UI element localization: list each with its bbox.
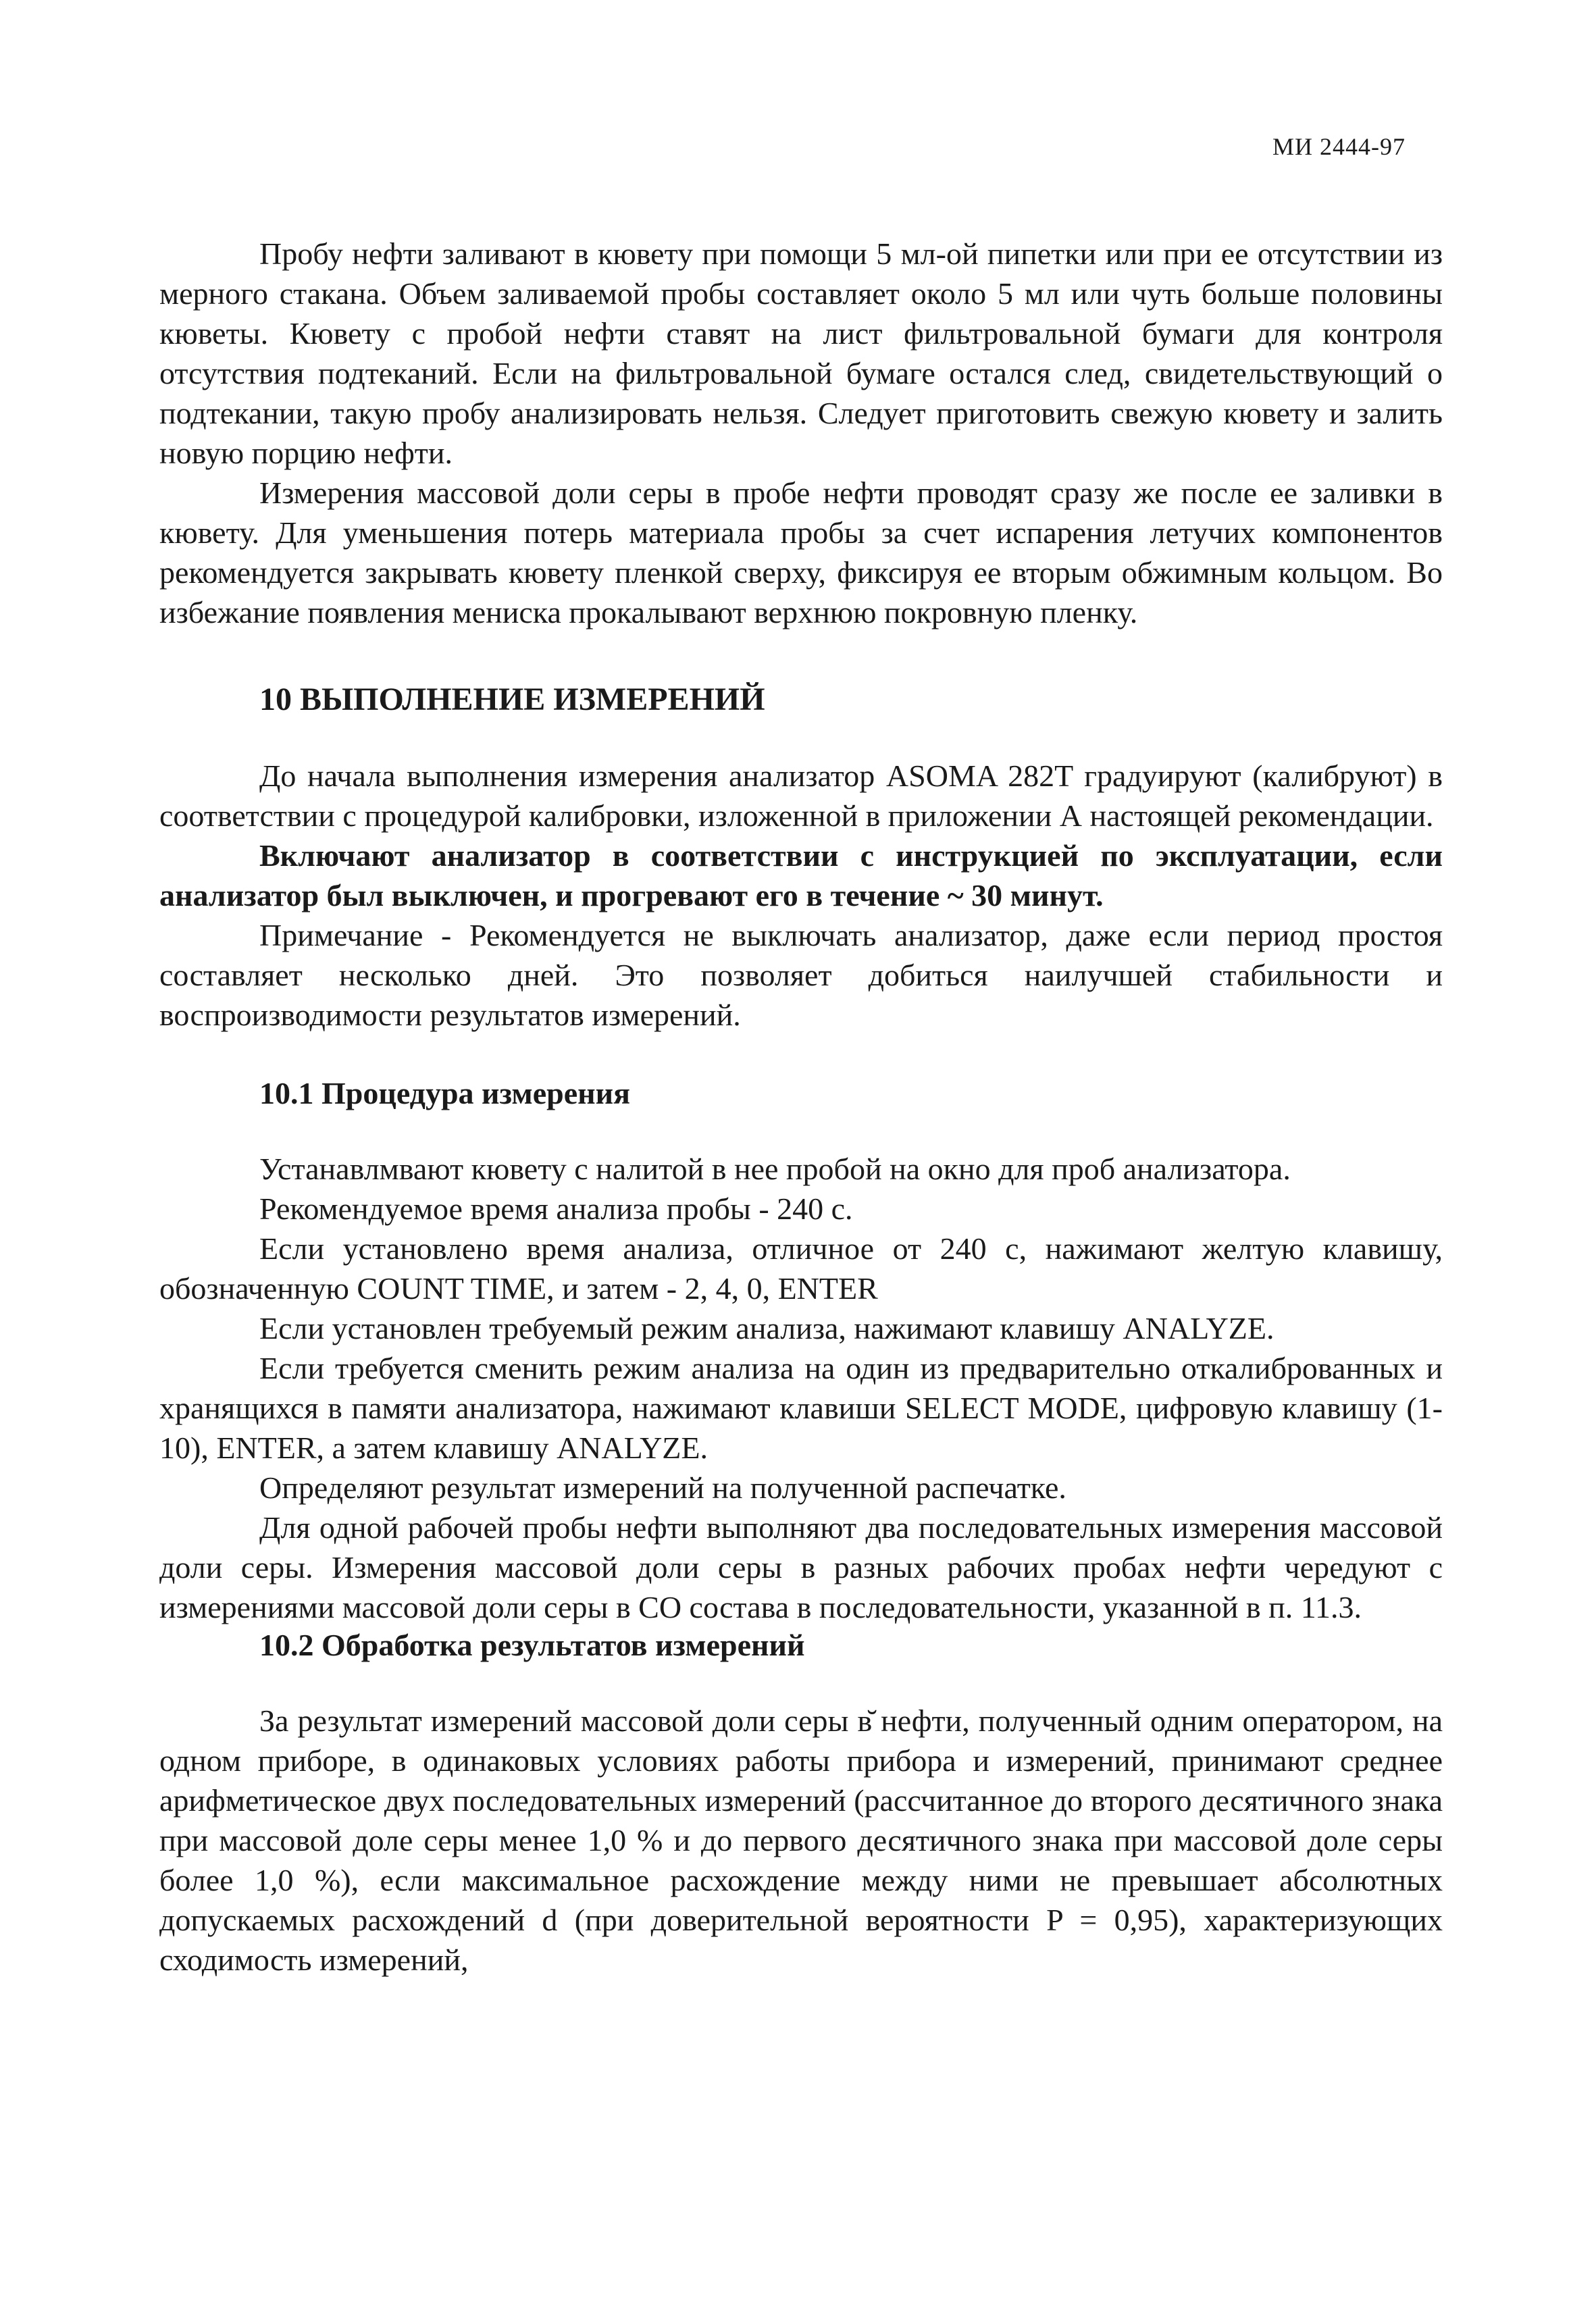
document-body [159, 234, 1443, 1980]
intro-paragraph-2: Измерения массовой доли серы в пробе нефти проводят сразу же после ее заливки в кювету. Для уменьшения потерь материала пробы за счет испарения летучих компонентов рекомендуется закрывать кювету пленкой сверху, фиксируя ее вторым обжимным кольцом. Во избежание появления мениска прокалывают верхнюю покровную пленку. [159, 475, 1443, 629]
section-10-1-paragraph-7: Для одной рабочей пробы нефти выполняют два последовательных измерения массовой доли серы. Измерения массовой доли серы в разных рабочих пробах нефти чередуют с измерениями массовой доли серы в СО состава в последовательности, указанной в п. 11.3. [159, 1510, 1443, 1624]
section-10-1-paragraph-4: Если установлен требуемый режим анализа, нажимают клавишу ANALYZE. [259, 1311, 1275, 1345]
section-10-note: Примечание - Рекомендуется не выключать анализатор, даже если период простоя составляет несколько дней. Это позволяет добиться наилучшей стабильности и воспроизводимости результатов измерений. [159, 918, 1443, 1032]
document-code: МИ 2444-97 [1272, 133, 1406, 160]
section-10-1-paragraph-2: Рекомендуемое время анализа пробы - 240 с. [259, 1191, 853, 1226]
section-10-2-title: 10.2 Обработка результатов измерений [259, 1628, 805, 1662]
section-10-1-title: 10.1 Процедура измерения [259, 1076, 631, 1110]
section-10-1-paragraph-3: Если установлено время анализа, отличное от 240 с, нажимают желтую клавишу, обозначенную COUNT TIME, и затем - 2, 4, 0, ENTER [159, 1231, 1443, 1306]
section-10-1-paragraph-1: Устанавлмвают кювету с налитой в нее пробой на окно для проб анализатора. [259, 1152, 1291, 1186]
section-10-1-paragraph-6: Определяют результат измерений на полученной распечатке. [259, 1470, 1066, 1505]
section-10-paragraph-1: До начала выполнения измерения анализатор ASOMA 282T градуируют (калибруют) в соответствии с процедурой калибровки, изложенной в приложении А настоящей рекомендации. [159, 759, 1443, 833]
intro-paragraph-1: Пробу нефти заливают в кювету при помощи 5 мл-ой пипетки или при ее отсутствии из мерного стакана. Объем заливаемой пробы составляет около 5 мл или чуть больше половины кюветы. Кювету с пробой нефти ставят на лист фильтровальной бумаги для контроля отсутствия подтеканий. Если на фильтровальной бумаге остался след, свидетельствующий о подтекании, такую пробу анализировать нельзя. Следует приготовить свежую кювету и залить новую порцию нефти. [159, 236, 1443, 470]
section-10-2-paragraph-1: За результат измерений массовой доли серы в̆ нефти, полученный одним оператором, на одном приборе, в одинаковых условиях работы прибора и измерений, принимают среднее арифметическое двух последовательных измерений (рассчитанное до второго десятичного знака при массовой доле серы менее 1,0 % и до первого десятичного знака при массовой доле серы более 1,0 %), если максимальное расхождение между ними не превышает абсолютных допускаемых расхождений d (при доверительной вероятности P = 0,95), характеризующих сходимость измерений, [159, 1703, 1443, 1977]
section-10-title: 10 ВЫПОЛНЕНИЕ ИЗМЕРЕНИЙ [259, 682, 765, 717]
section-10-paragraph-2: Включают анализатор в соответствии с инструкцией по эксплуатации, если анализатор был выключен, и прогревают его в течение ~ 30 минут. [159, 838, 1443, 912]
section-10-1-paragraph-5: Если требуется сменить режим анализа на один из предварительно откалиброванных и хранящихся в памяти анализатора, нажимают клавиши SELECT MODE, цифровую клавишу (1-10), ENTER, а затем клавишу ANALYZE. [159, 1351, 1443, 1465]
